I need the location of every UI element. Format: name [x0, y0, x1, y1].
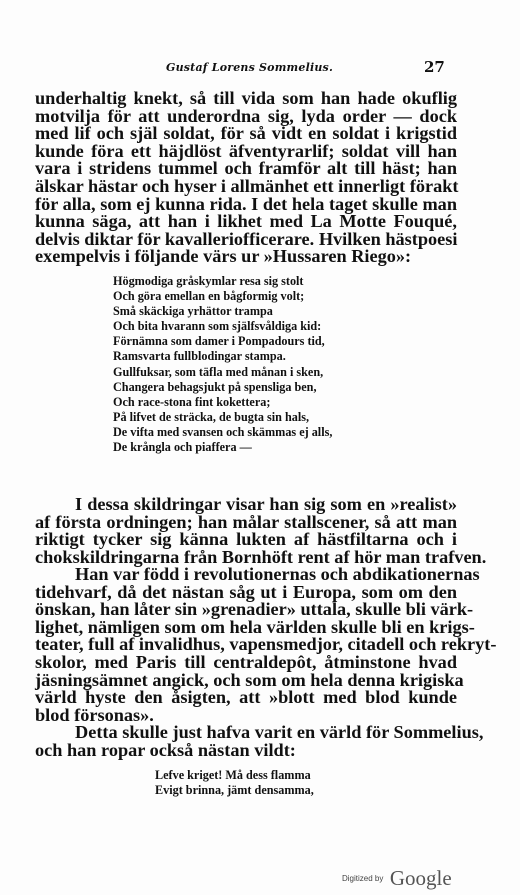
running-title: Gustaf Lorens Sommelius. [166, 61, 333, 74]
paragraph-1 [35, 90, 457, 266]
text-line: delvis diktar för kavalleriofficerare. Hvilken hästpoesi [35, 228, 458, 249]
verse-line: De krångla och piaffera — [113, 440, 252, 455]
text-line: exempelvis i följande värs ur »Hussaren Riego»: [35, 246, 412, 267]
verse-line: Högmodiga gråskymlar resa sig stolt [113, 274, 304, 288]
verse-line: Förnämna som damer i Pompadours tid, [113, 334, 325, 349]
text-line: blod försonas». [35, 704, 154, 725]
page-header [0, 58, 520, 80]
poem-2 [155, 768, 515, 798]
digitized-by-label: Digitized by [342, 874, 384, 883]
text-line: af första ordningen; han målar stallscener, så att man [35, 511, 457, 532]
text-line: skolor, med Paris till centraldepôt, åtminstone hvad [35, 651, 457, 672]
text-line: underhaltig knekt, så till vida som han hade okuflig [35, 88, 457, 108]
paragraph-3 [35, 564, 497, 725]
verse-line: Och bita hvarann som själfsvåldiga kid: [113, 319, 322, 334]
text-line: chokskildringarna från Bornhöft rent af hör man trafven. [35, 546, 487, 567]
verse-line: På lifvet de sträcka, de bugta sin hals, [113, 409, 310, 424]
google-logo: Google [389, 866, 452, 890]
text-line: jäsningsämnet angick, och som om hela denna krigiska [35, 669, 464, 690]
verse-line: Och göra emellan en bågformig volt; [113, 289, 305, 304]
digitization-watermark [342, 866, 452, 891]
text-line: motvilja för att underordna sig, lyda order — dock [35, 105, 457, 126]
text-line: tidehvarf, då det nästan såg ut i Europa, som om den [35, 581, 457, 602]
paragraph-2 [35, 494, 487, 567]
text-line: lighet, nämligen som om hela världen skulle bli en krigs- [35, 616, 475, 637]
paragraph-4 [35, 722, 484, 760]
text-line: kunde föra ett häjdlöst äfventyrarlif; soldat vill han [35, 140, 457, 161]
text-line: I dessa skildringar visar han sig som en »realist» [75, 494, 457, 514]
verse-line: Evigt brinna, jämt densamma, [155, 783, 314, 798]
verse-line: Lefve kriget! Må dess flamma [155, 768, 311, 782]
text-line: Han var född i revolutionernas och abdikationernas [75, 564, 480, 584]
verse-line: Changera behagsjukt på spensliga ben, [113, 379, 317, 394]
text-line: älskar hästar och hyser i allmänhet ett innerligt förakt [35, 175, 459, 196]
text-line: riktigt tycker sig känna lukten af hästfiltarna och i [35, 529, 457, 550]
text-line: vara i stridens tummel och framför alt till häst; han [35, 158, 457, 179]
verse-line: Ramsvarta fullblodingar stampa. [113, 349, 286, 364]
text-line: för alla, som ej kunna rida. I det hela taget skulle man [35, 193, 457, 214]
text-line: teater, full af invalidhus, vapensmedjor, citadell och rekryt- [35, 634, 497, 655]
poem-1 [113, 274, 473, 455]
text-line: Detta skulle just hafva varit en värld för Sommelius, [75, 722, 484, 742]
text-line: önskan, han låter sin »grenadier» uttala, skulle bli värk- [35, 599, 474, 620]
verse-line: Gullfuksar, som täfla med månan i sken, [113, 364, 324, 379]
text-line: och han ropar också nästan vildt: [35, 739, 296, 760]
verse-line: Små skäckiga yrhättor trampa [113, 304, 273, 319]
text-line: värld hyste den åsigten, att »blott med blod kunde [35, 687, 457, 708]
verse-line: Och race-stona fint kokettera; [113, 394, 271, 409]
verse-line: De vifta med svansen och skämmas ej alls, [113, 424, 333, 439]
text-line: med lif och själ soldat, för så vidt en soldat i krigstid [35, 123, 457, 144]
text-line: kunna säga, att han i likhet med La Motte Fouqué, [35, 211, 457, 232]
page-number: 27 [424, 58, 445, 76]
